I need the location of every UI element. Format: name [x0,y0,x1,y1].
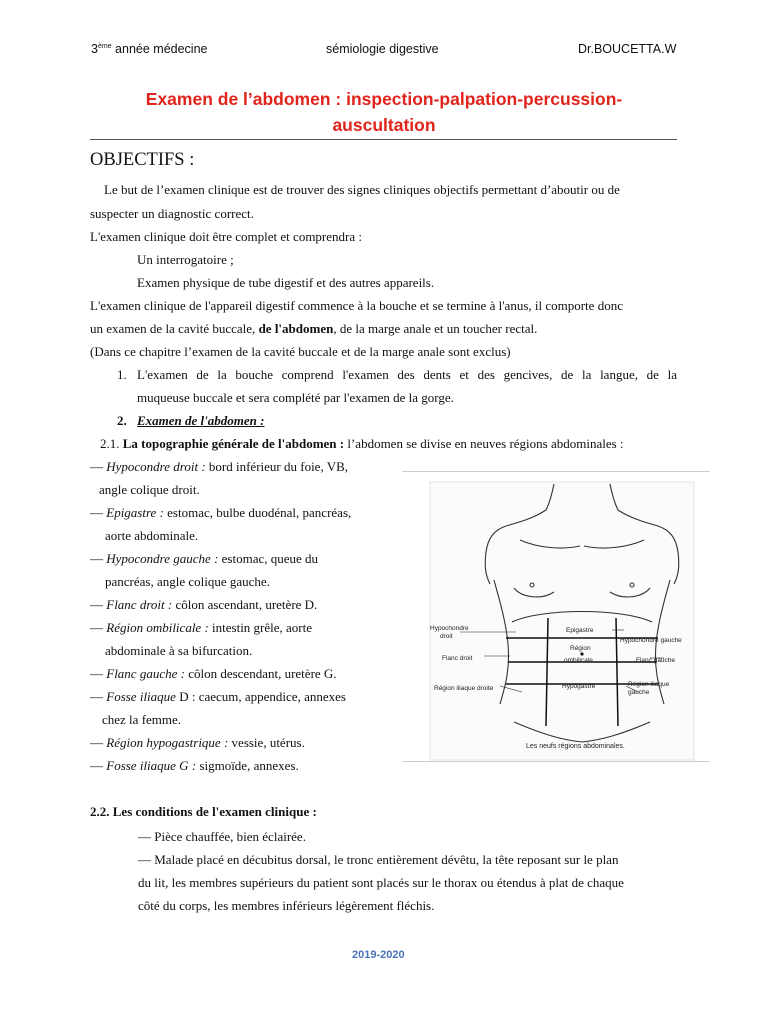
abdomen-diagram [402,472,710,761]
region-epigastre: — Epigastre : estomac, bulbe duodénal, pancréas, [90,505,352,520]
paragraph-intro-2: suspecter un diagnostic correct. [90,206,254,221]
header-subject: sémiologie digestive [326,42,439,56]
label-hypogastre: Hypogastre [562,683,596,690]
paragraph-complete: L'examen clinique doit être complet et comprendra : [90,229,362,244]
section-heading-objectifs: OBJECTIFS : [90,150,195,170]
title-divider [90,139,677,140]
header-author: Dr.BOUCETTA.W [578,42,677,56]
list-number-2: 2. [117,413,127,428]
paragraph-exclus: (Dans ce chapitre l’examen de la cavité buccale et de la marge anale sont exclus) [90,344,511,359]
footer-year: 2019-2020 [352,949,405,961]
label-region-ombilicale-2: ombilicale [564,657,593,664]
paragraph-appareil-1: L'examen clinique de l'appareil digestif commence à la bouche et se termine à l'anus, il comporte donc [90,298,623,313]
list-item-examen-physique: Examen physique de tube digestif et des autres appareils. [137,275,435,290]
label-hypochondre-gauche: Hypochondre gauche [620,637,682,644]
label-region-ombilicale-1: Région [570,645,591,652]
label-region-iliaque-droite: Région iliaque droite [434,685,494,692]
paragraph-appareil-2: un examen de la cavité buccale, de l'abdomen, de la marge anale et un toucher rectal. [90,321,538,336]
page-title-line-1: Examen de l’abdomen : inspection-palpation-percussion- [145,89,623,109]
region-hypocondre-gauche: — Hypocondre gauche : estomac, queue du [90,551,319,566]
label-flanc-gauche: Flanc gauche [636,657,676,664]
condition-malade-1: — Malade placé en décubitus dorsal, le tronc entièrement dévêtu, la tête reposant sur le plan [138,852,619,867]
list-item-bouche-2: muqueuse buccale et sera complété par l'examen de la gorge. [137,390,454,405]
paragraph-intro-1: Le but de l’examen clinique est de trouver des signes cliniques objectifs permettant d’aboutir ou de [104,182,620,197]
label-epigastre: Epigastre [566,627,594,634]
subsection-conditions: 2.2. Les conditions de l'examen clinique : [90,804,317,819]
figure-scan-background [430,482,694,760]
label-region-iliaque-gauche-1: Région iliaque [628,681,670,688]
region-hypocondre-droit-cont: angle colique droit. [99,482,200,497]
label-region-iliaque-gauche-2: gauche [628,689,650,696]
label-hypochondre-droit-2: droit [440,633,453,640]
list-item-interrogatoire: Un interrogatoire ; [137,252,234,267]
figure-abdominal-regions [402,472,710,761]
region-fosse-iliaque-droite-cont: chez la femme. [102,712,182,727]
subsection-topographie: 2.1. La topographie générale de l'abdomen : l’abdomen se divise en neuves régions abdominales : [100,436,624,451]
region-fosse-iliaque-droite: — Fosse iliaque D : caecum, appendice, annexes [90,689,346,704]
region-ombilicale-cont: abdominale à sa bifurcation. [105,643,253,658]
figure-caption: Les neufs régions abdominales. [526,743,625,750]
region-ombilicale: — Région ombilicale : intestin grêle, aorte [90,620,313,635]
header-course-superscript: ème [97,42,112,50]
figure-bottom-border [402,761,710,762]
region-hypocondre-gauche-cont: pancréas, angle colique gauche. [105,574,270,589]
header-course: 3ème année médecine [91,42,208,56]
list-item-examen-abdomen: Examen de l'abdomen : [137,413,265,428]
page-title-line-2: auscultation [332,115,436,135]
region-flanc-droit: — Flanc droit : côlon ascendant, uretère D. [90,597,318,612]
label-flanc-droit: Flanc droit [442,655,473,662]
list-number-1: 1. [117,367,127,382]
region-fosse-iliaque-gauche: — Fosse iliaque G : sigmoïde, annexes. [90,758,299,773]
region-epigastre-cont: aorte abdominale. [105,528,199,543]
condition-piece: — Pièce chauffée, bien éclairée. [138,829,306,844]
condition-malade-2: du lit, les membres supérieurs du patient sont placés sur le thorax ou étendus à plat de chaque [138,875,624,890]
region-flanc-gauche: — Flanc gauche : côlon descendant, uretère G. [90,666,337,681]
condition-malade-3: côté du corps, les membres inférieurs légèrement fléchis. [138,898,435,913]
umbilicus [580,652,583,655]
region-hypogastrique: — Région hypogastrique : vessie, utérus. [90,735,305,750]
list-item-bouche-1: L'examen de la bouche comprend l'examen des dents et des gencives, de la langue, de la [137,367,677,382]
region-hypocondre-droit: — Hypocondre droit : bord inférieur du foie, VB, [90,459,349,474]
label-hypochondre-droit-1: Hypochondre [430,625,469,632]
